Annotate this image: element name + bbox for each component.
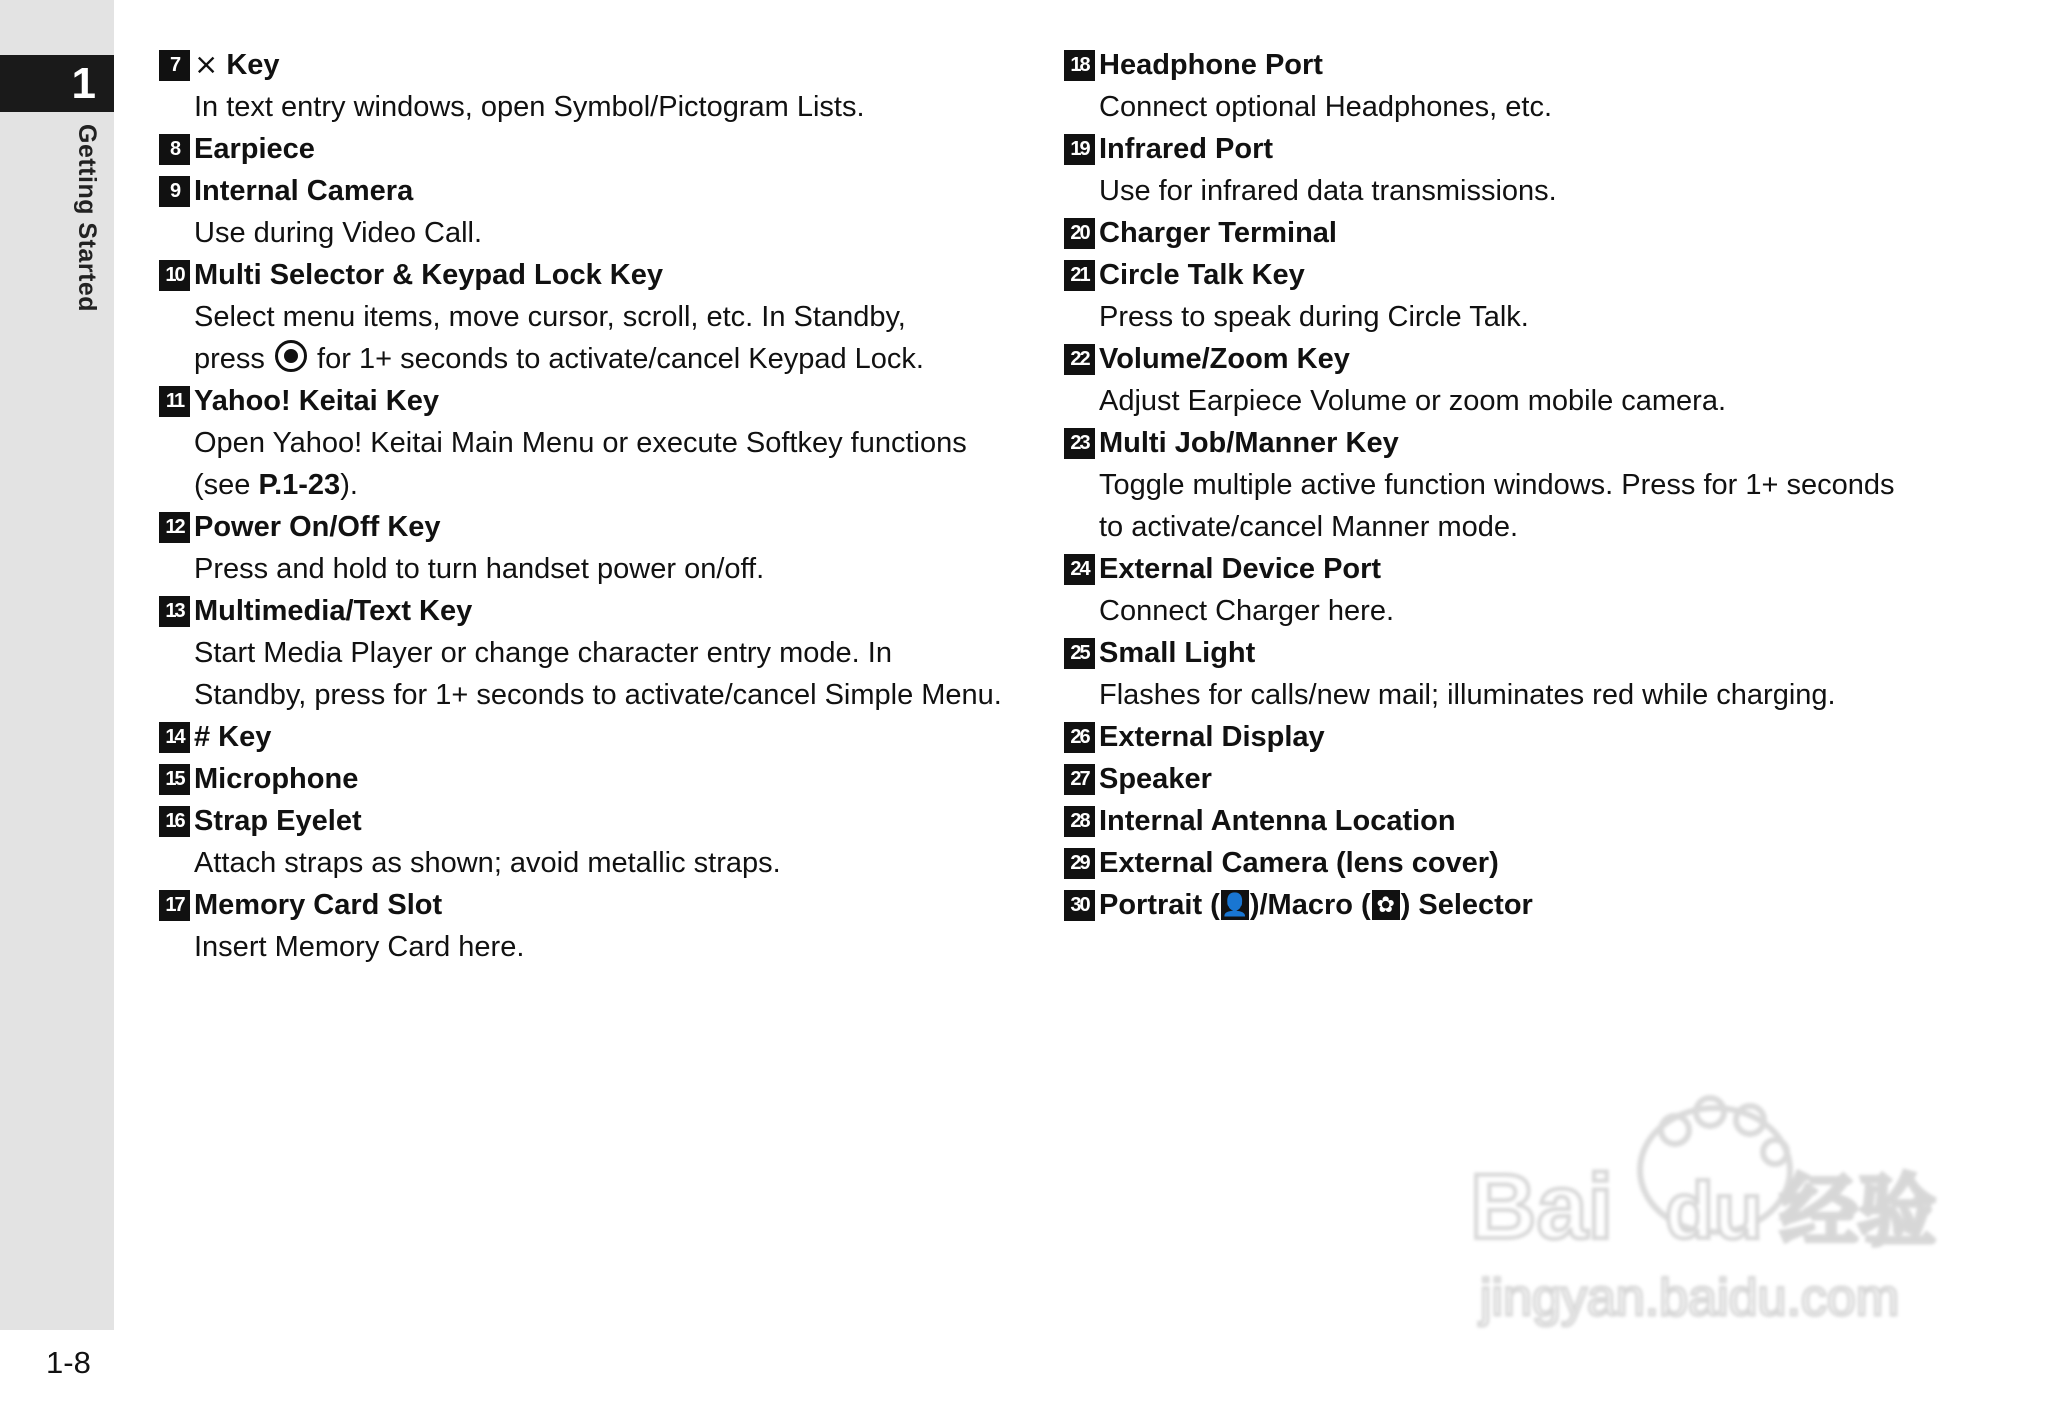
item-number-badge: 12 [159,512,190,543]
entry-description: Toggle multiple active function windows. Press for 1+ seconds [1099,469,1895,501]
entry-description: Connect optional Headphones, etc. [1099,91,1553,123]
item-number-badge: 17 [159,890,190,921]
item-number-badge: 10 [159,260,190,291]
watermark-brand-cn: 经验 [1780,1167,1937,1257]
entry-title-16 [159,800,1039,842]
item-number-badge: 21 [1064,260,1095,291]
entry-description: Flashes for calls/new mail; illuminates red while charging. [1099,679,1836,711]
entry-title-29 [1064,842,1944,884]
entry-title-28 [1064,800,1944,842]
entry-description: Open Yahoo! Keitai Main Menu or execute Softkey functions [194,427,967,459]
chapter-number: 1 [0,55,114,112]
watermark-url: jingyan.baidu.com [1480,1269,1900,1327]
entry-title-text: Internal Camera [194,175,414,207]
entry-title-text: External Camera (lens cover) [1099,847,1499,879]
entry-title-text: External Display [1099,721,1325,753]
entry-title-21 [1064,254,1944,296]
entry-title-25 [1064,632,1944,674]
entry-title-text: Small Light [1099,637,1256,669]
item-number-badge: 24 [1064,554,1095,585]
entry-description [159,338,1039,380]
entry-title-27 [1064,758,1944,800]
item-number-badge: 29 [1064,848,1095,879]
entry-description: Select menu items, move cursor, scroll, etc. In Standby, [194,301,906,333]
entry-title-19 [1064,128,1944,170]
item-number-badge: 11 [159,386,190,417]
entry-title-text: External Device Port [1099,553,1382,585]
entry-title-7 [159,44,1039,86]
entry-title-13 [159,590,1039,632]
watermark-brand: Bai [1470,1156,1614,1258]
entry-description: Use for infrared data transmissions. [1099,175,1557,207]
chapter-sidebar [0,0,114,1330]
entry-title-30 [1064,884,1944,926]
item-number-badge: 13 [159,596,190,627]
macro-flower-icon: ✿ [1372,890,1400,920]
entry-title-8 [159,128,1039,170]
entry-title-12 [159,506,1039,548]
description-text: for 1+ seconds to activate/cancel Keypad Lock. [317,343,924,375]
item-number-badge: 16 [159,806,190,837]
entry-title-text: Multi Job/Manner Key [1099,427,1399,459]
left-column [159,44,1039,968]
entry-title-11 [159,380,1039,422]
item-number-badge: 26 [1064,722,1095,753]
item-number-badge: 25 [1064,638,1095,669]
entry-title-10 [159,254,1039,296]
description-text: ). [340,469,358,501]
entry-title-text: Volume/Zoom Key [1099,343,1350,375]
entry-title-15 [159,758,1039,800]
entry-title-text: Yahoo! Keitai Key [194,385,439,417]
entry-title-text: )/Macro ( [1249,889,1371,921]
watermark-brand-du: du [1665,1166,1763,1255]
page-number: 1-8 [46,1345,91,1380]
baidu-jingyan-watermark [1470,1090,1970,1340]
entry-description: Start Media Player or change character entry mode. In [194,637,892,669]
entry-title-20 [1064,212,1944,254]
item-number-badge: 18 [1064,50,1095,81]
item-number-badge: 30 [1064,890,1095,921]
entry-description: Press to speak during Circle Talk. [1099,301,1529,333]
description-text: press [194,343,265,375]
page-reference-link[interactable]: P.1-23 [258,469,341,501]
item-number-badge: 20 [1064,218,1095,249]
item-number-badge: 23 [1064,428,1095,459]
entry-title-text: Charger Terminal [1099,217,1337,249]
entry-title-26 [1064,716,1944,758]
entry-title-14 [159,716,1039,758]
entry-description: Use during Video Call. [194,217,483,249]
entry-title-17 [159,884,1039,926]
item-number-badge: 27 [1064,764,1095,795]
entry-title-text: Multi Selector & Keypad Lock Key [194,259,663,291]
entry-title-text: Key [226,49,280,81]
entry-title-text: Circle Talk Key [1099,259,1305,291]
entry-title-text: Portrait ( [1099,889,1220,921]
item-number-badge: 15 [159,764,190,795]
item-number-badge: 8 [159,134,190,165]
item-number-badge: 7 [159,50,190,81]
entry-description: Press and hold to turn handset power on/off. [194,553,765,585]
entry-title-text: Strap Eyelet [194,805,362,837]
entry-title-text: Headphone Port [1099,49,1323,81]
asterisk-key-icon: ⨯ [194,49,219,81]
entry-title-text: # Key [194,721,272,753]
entry-title-24 [1064,548,1944,590]
item-number-badge: 22 [1064,344,1095,375]
entry-description: Attach straps as shown; avoid metallic straps. [194,847,781,879]
entry-title-9 [159,170,1039,212]
item-number-badge: 19 [1064,134,1095,165]
entry-description: Standby, press for 1+ seconds to activate/cancel Simple Menu. [194,679,1002,711]
entry-description: to activate/cancel Manner mode. [1099,511,1519,543]
entry-title-text: Internal Antenna Location [1099,805,1456,837]
entry-title-text: Speaker [1099,763,1212,795]
entry-title-text: Earpiece [194,133,315,165]
entry-description: Adjust Earpiece Volume or zoom mobile camera. [1099,385,1727,417]
entry-description: Connect Charger here. [1099,595,1394,627]
entry-title-text: ) Selector [1400,889,1533,921]
description-text: (see [194,469,251,501]
entry-title-23 [1064,422,1944,464]
entry-title-text: Microphone [194,763,359,795]
entry-description: Insert Memory Card here. [194,931,525,963]
item-number-badge: 28 [1064,806,1095,837]
item-number-badge: 14 [159,722,190,753]
chapter-title: Getting Started [73,124,101,313]
entry-title-text: Infrared Port [1099,133,1274,165]
right-column [1064,44,1944,926]
entry-title-22 [1064,338,1944,380]
entry-description [159,464,1039,506]
entry-title-text: Memory Card Slot [194,889,443,921]
multi-selector-center-icon [275,340,307,372]
entry-title-18 [1064,44,1944,86]
entry-description: In text entry windows, open Symbol/Pictogram Lists. [194,91,865,123]
entry-title-text: Power On/Off Key [194,511,441,543]
item-number-badge: 9 [159,176,190,207]
portrait-icon: 👤 [1221,890,1249,920]
entry-title-text: Multimedia/Text Key [194,595,473,627]
